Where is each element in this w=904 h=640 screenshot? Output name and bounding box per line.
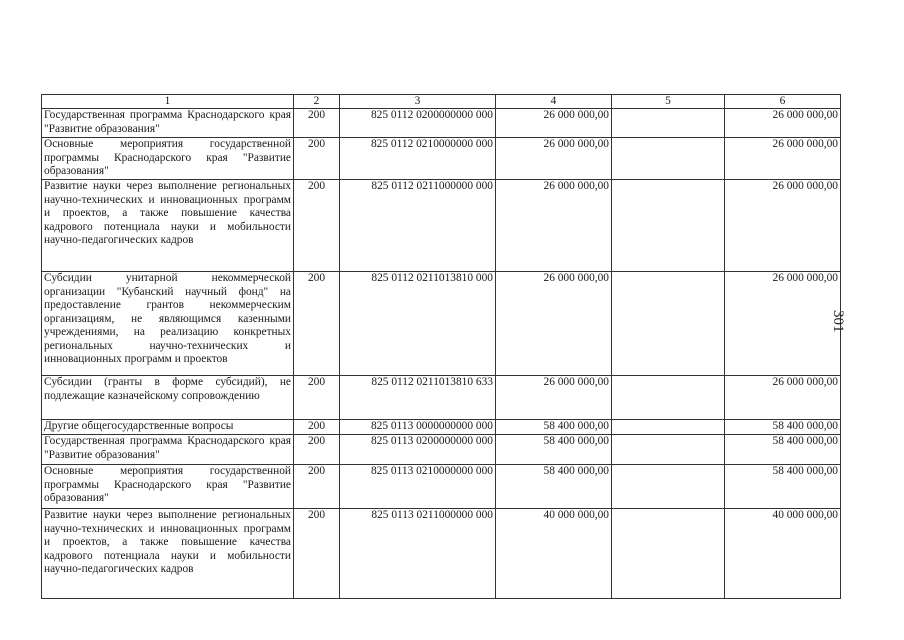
table-row <box>42 109 841 138</box>
column-header: 6 <box>725 95 841 109</box>
table-row <box>42 376 841 420</box>
row-name: Другие общегосударственные вопросы <box>42 420 294 435</box>
row-code: 200 <box>294 109 340 138</box>
row-col5 <box>612 138 725 180</box>
page-number: 301 <box>830 310 846 333</box>
row-amount: 58 400 000,00 <box>496 435 612 465</box>
row-col6: 40 000 000,00 <box>725 509 841 599</box>
row-col6: 58 400 000,00 <box>725 435 841 465</box>
row-kbk: 825 0113 0211000000 000 <box>340 509 496 599</box>
row-name: Развитие науки через выполнение региональных научно-технических и инновационных программ и проектов, а также повышение качества кадрового потенциала науки и мобильности научно-педагогических кадров <box>42 509 294 599</box>
table-row <box>42 465 841 509</box>
row-amount: 40 000 000,00 <box>496 509 612 599</box>
column-header: 5 <box>612 95 725 109</box>
row-name: Основные мероприятия государственной программы Краснодарского края "Развитие образования" <box>42 138 294 180</box>
row-kbk: 825 0112 0200000000 000 <box>340 109 496 138</box>
row-amount: 26 000 000,00 <box>496 376 612 420</box>
row-col6: 26 000 000,00 <box>725 376 841 420</box>
row-col6: 26 000 000,00 <box>725 272 841 376</box>
row-kbk: 825 0112 0211000000 000 <box>340 180 496 272</box>
column-header: 2 <box>294 95 340 109</box>
row-amount: 26 000 000,00 <box>496 180 612 272</box>
table-row <box>42 420 841 435</box>
row-col5 <box>612 509 725 599</box>
table-row <box>42 435 841 465</box>
row-col5 <box>612 376 725 420</box>
row-col5 <box>612 109 725 138</box>
row-amount: 58 400 000,00 <box>496 465 612 509</box>
row-name: Субсидии унитарной некоммерческой организации "Кубанский научный фонд" на предоставление грантов некоммерческим организациям, не являющимся казенными учреждениями, на реализацию конкретных региональных научно-технических и инновационных программ и проектов <box>42 272 294 376</box>
budget-table <box>41 94 841 599</box>
row-name: Государственная программа Краснодарского края "Развитие образования" <box>42 435 294 465</box>
row-col6: 58 400 000,00 <box>725 465 841 509</box>
row-amount: 26 000 000,00 <box>496 272 612 376</box>
row-amount: 26 000 000,00 <box>496 138 612 180</box>
row-code: 200 <box>294 272 340 376</box>
row-col5 <box>612 420 725 435</box>
row-kbk: 825 0113 0200000000 000 <box>340 435 496 465</box>
row-kbk: 825 0112 0210000000 000 <box>340 138 496 180</box>
row-code: 200 <box>294 180 340 272</box>
row-code: 200 <box>294 509 340 599</box>
row-kbk: 825 0113 0000000000 000 <box>340 420 496 435</box>
column-header: 1 <box>42 95 294 109</box>
table-row <box>42 138 841 180</box>
row-code: 200 <box>294 435 340 465</box>
row-col6: 26 000 000,00 <box>725 138 841 180</box>
row-col6: 26 000 000,00 <box>725 109 841 138</box>
row-col5 <box>612 180 725 272</box>
row-name: Государственная программа Краснодарского края "Развитие образования" <box>42 109 294 138</box>
row-kbk: 825 0113 0210000000 000 <box>340 465 496 509</box>
row-code: 200 <box>294 376 340 420</box>
row-kbk: 825 0112 0211013810 633 <box>340 376 496 420</box>
table-row <box>42 509 841 599</box>
row-kbk: 825 0112 0211013810 000 <box>340 272 496 376</box>
row-amount: 58 400 000,00 <box>496 420 612 435</box>
row-code: 200 <box>294 465 340 509</box>
row-col5 <box>612 435 725 465</box>
table-row <box>42 272 841 376</box>
row-name: Основные мероприятия государственной программы Краснодарского края "Развитие образования" <box>42 465 294 509</box>
table-row <box>42 180 841 272</box>
column-header: 3 <box>340 95 496 109</box>
row-code: 200 <box>294 138 340 180</box>
row-name: Субсидии (гранты в форме субсидий), не подлежащие казначейскому сопровождению <box>42 376 294 420</box>
column-header: 4 <box>496 95 612 109</box>
row-col6: 58 400 000,00 <box>725 420 841 435</box>
row-col6: 26 000 000,00 <box>725 180 841 272</box>
row-code: 200 <box>294 420 340 435</box>
row-name: Развитие науки через выполнение региональных научно-технических и инновационных программ и проектов, а также повышение качества кадрового потенциала науки и мобильности научно-педагогических кадров <box>42 180 294 272</box>
row-amount: 26 000 000,00 <box>496 109 612 138</box>
row-col5 <box>612 272 725 376</box>
row-col5 <box>612 465 725 509</box>
table-header-row <box>42 95 841 109</box>
